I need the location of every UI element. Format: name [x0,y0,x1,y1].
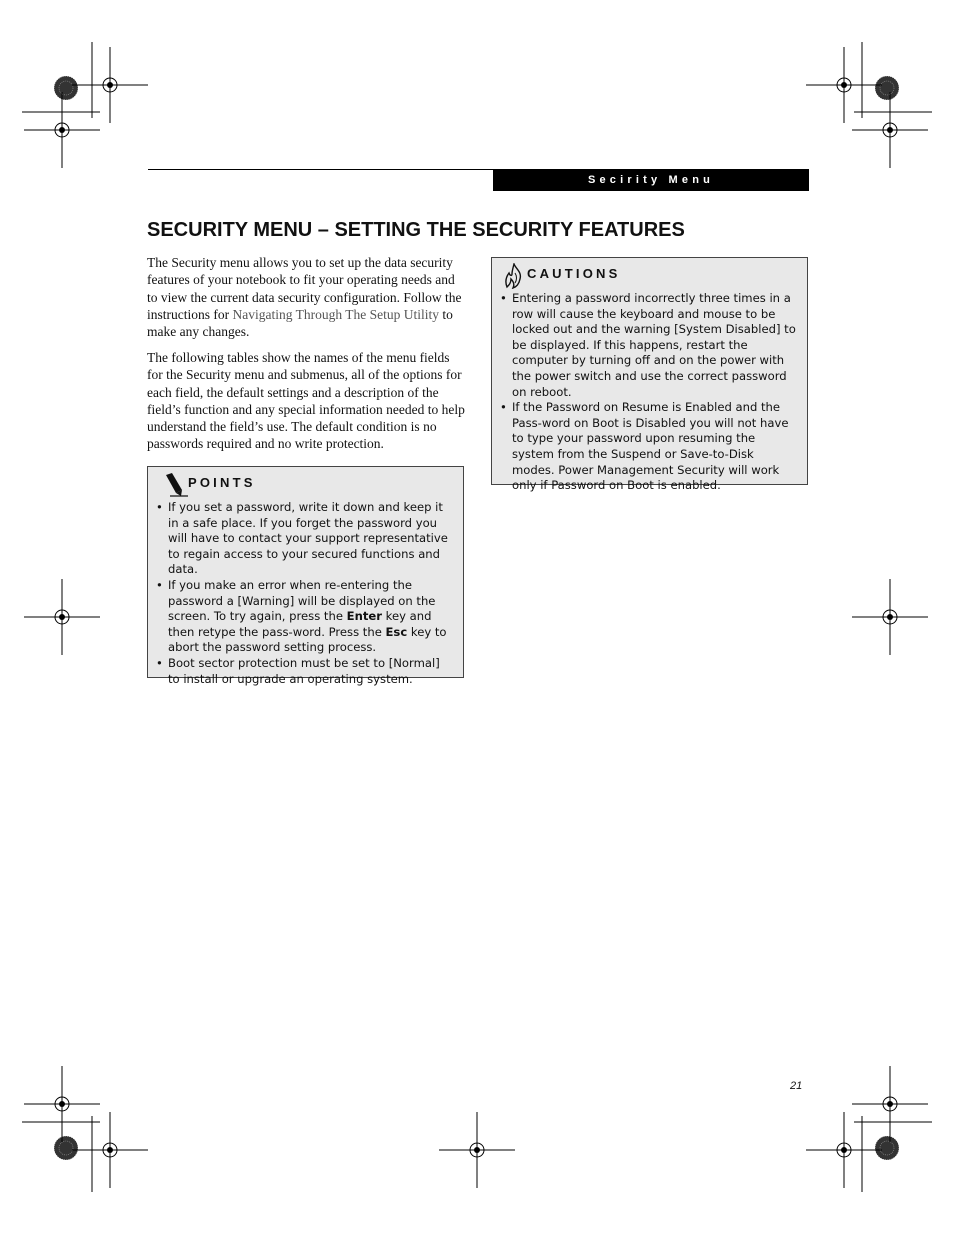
page-number: 21 [790,1080,803,1092]
list-item: • If you set a password, write it down and keep it in a safe place. If you forget the password you will have to contact your support representative to regain access to your secured functions and data. [156,500,454,578]
header-rule [148,169,493,170]
setup-utility-link[interactable]: Navigating Through The Setup Utility [232,306,439,322]
cautions-list [500,291,798,494]
points-heading: POINTS [188,475,256,490]
list-item: • Entering a password incorrectly three times in a row will cause the keyboard and mouse to be locked out and the warning [System Disabled] to be displayed. If this happens, restart the computer by turning off and on the power with the power switch and use the correct password on reboot. [500,291,798,400]
list-item: • Boot sector protection must be set to [Normal] to install or upgrade an operating system. [156,656,454,687]
flame-icon [503,263,525,289]
esc-key-label: Esc [385,624,408,639]
tables-paragraph: The following tables show the names of the menu fields for the Security menu and submenus, all of the options for each field, the default settings and a description of the field’s function and any special information needed to help understand the field’s use. The default condition is no passwords required and no write protection. [147,350,465,452]
cautions-heading: CAUTIONS [527,266,621,281]
list-item: • If you make an error when re-entering the password a [Warning] will be displayed on the screen. To try again, press the Enter key and then retype the pass-word. Press the Esc key to abort the password setting process. [156,578,454,656]
list-item: • If the Password on Resume is Enabled and the Pass-word on Boot is Disabled you will not have to type your password upon resuming the system from the Suspend or Save-to-Disk modes. Power Management Security will work only if Password on Boot is enabled. [500,400,798,494]
intro-text-end: to make any changes. [147,306,453,340]
intro-text: The Security menu allows you to set up the data security features of your notebook to fit your operating needs and to view the current data security configuration. Follow the instructions for [147,255,462,322]
pencil-icon [162,472,188,498]
intro-paragraph [147,254,467,340]
points-list [156,500,454,687]
enter-key-label: Enter [346,609,382,624]
cautions-box [491,257,808,493]
page-title: SECURITY MENU – SETTING THE SECURITY FEATURES [147,219,685,241]
points-box [147,466,464,686]
running-header: Secirity Menu [493,169,809,191]
